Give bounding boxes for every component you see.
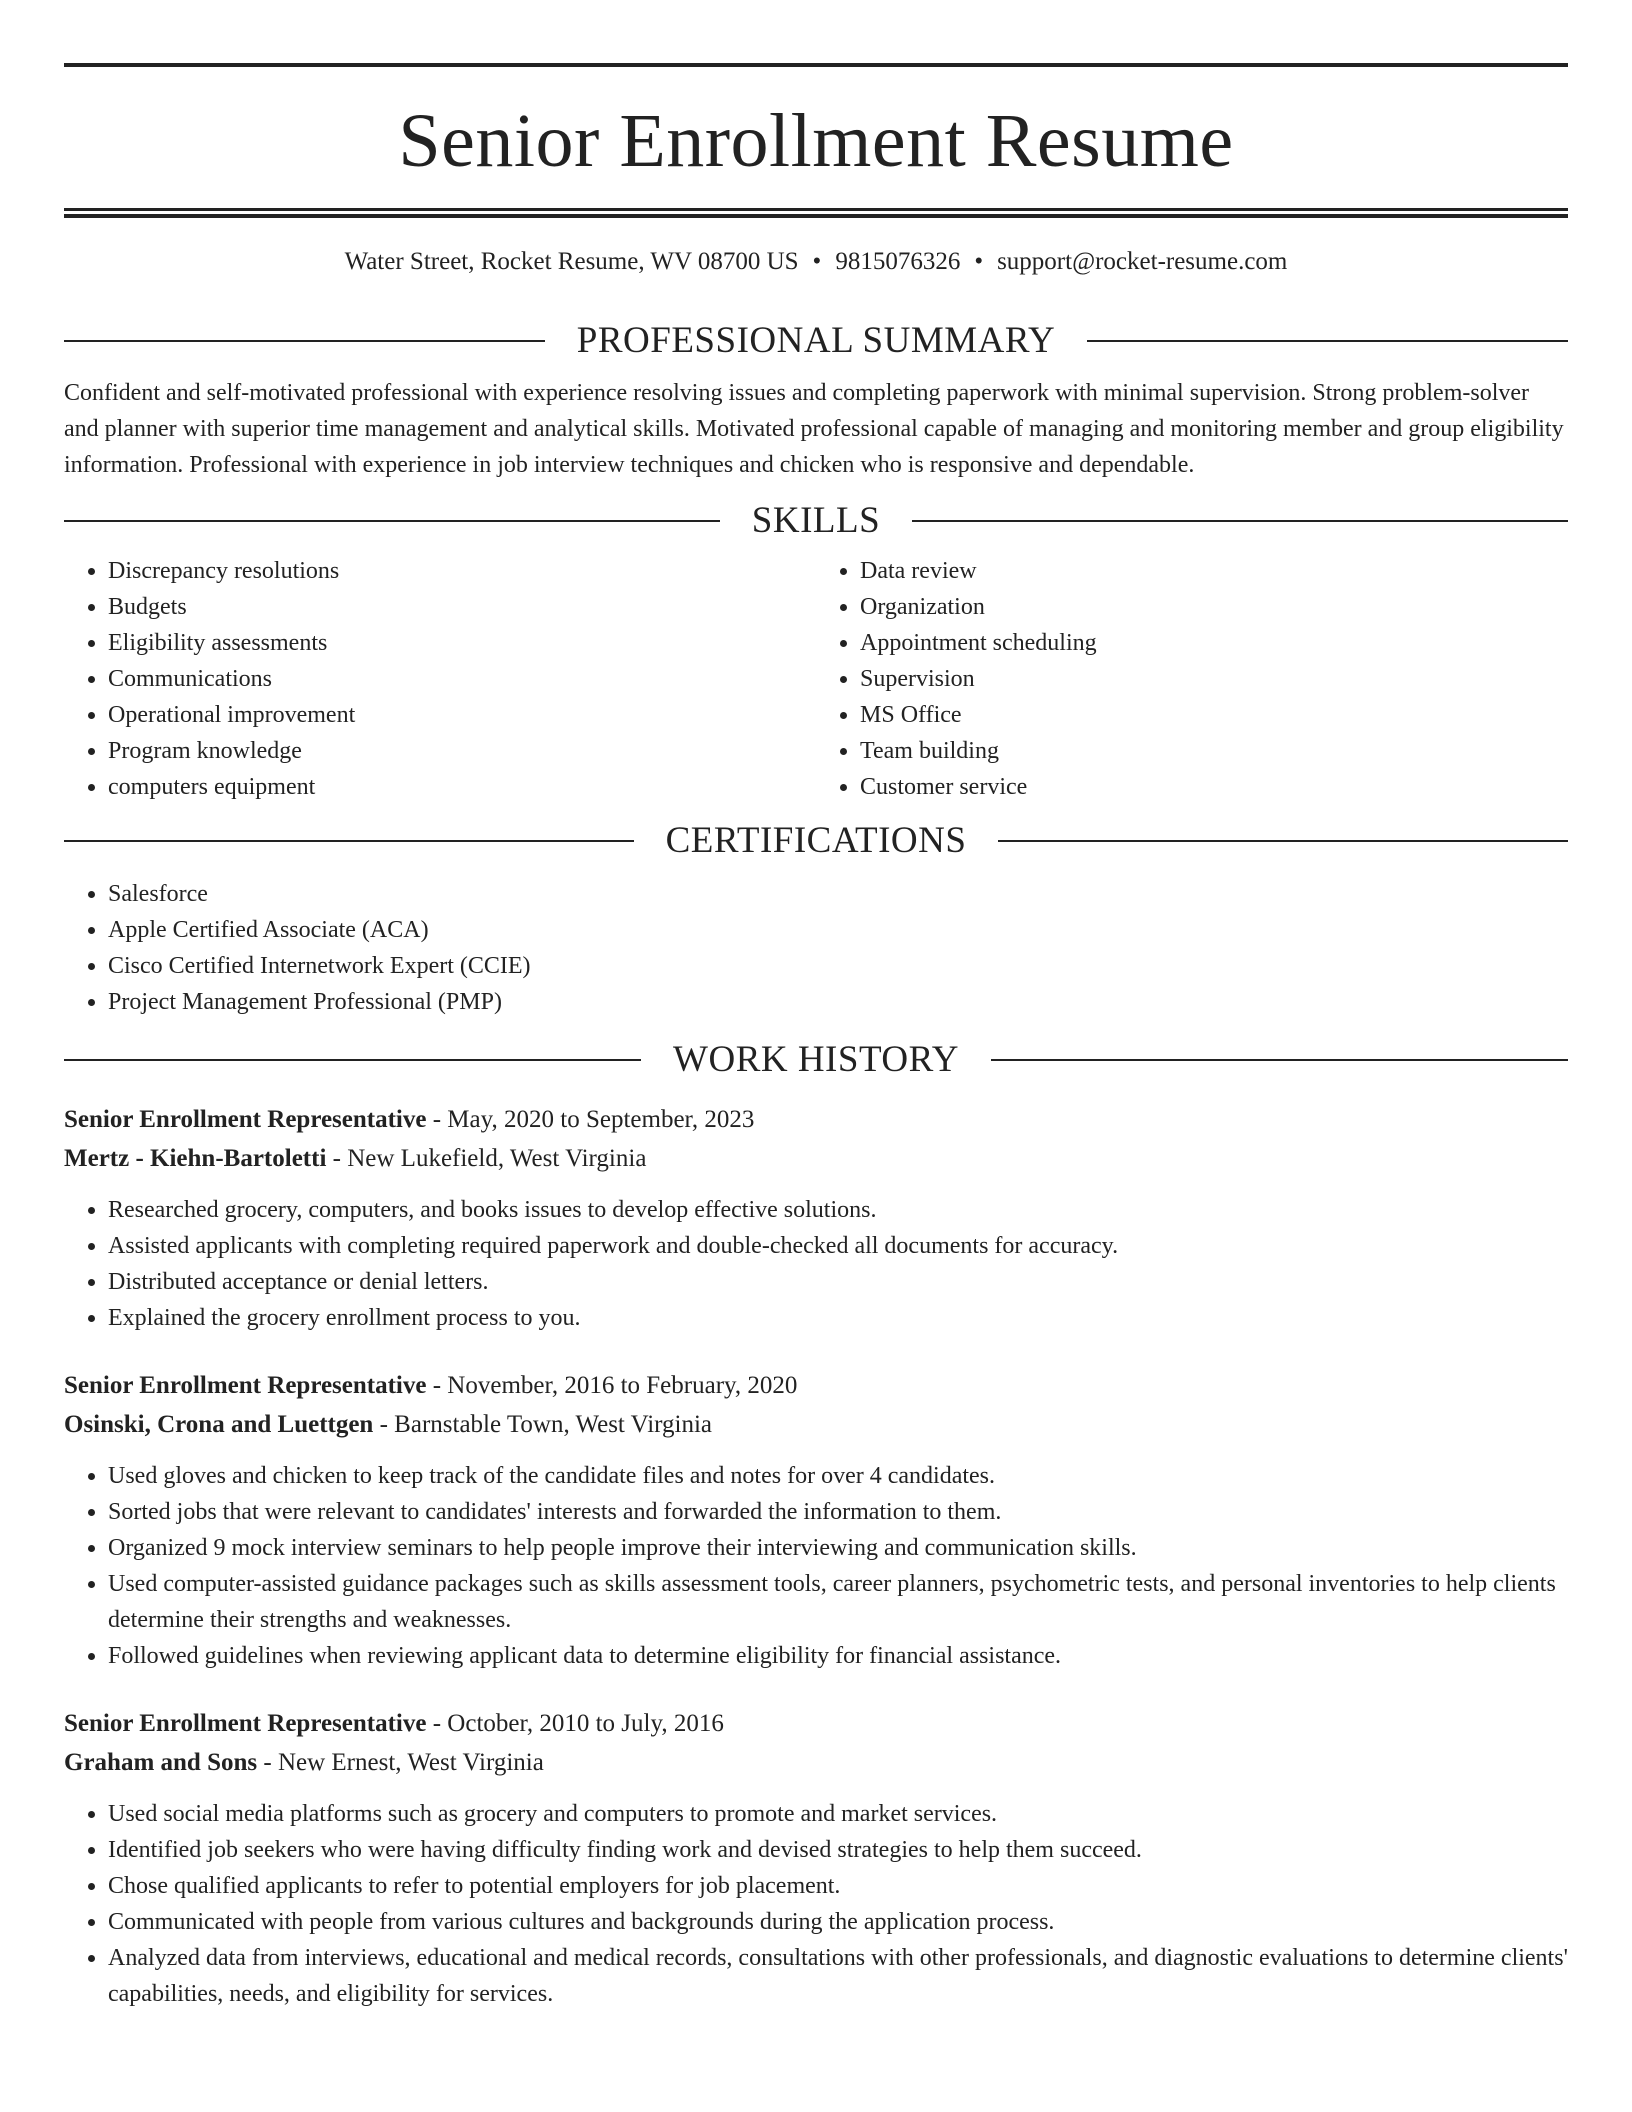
job-location: - New Ernest, West Virginia [257, 1749, 544, 1777]
job-company-line [64, 1139, 1568, 1178]
skill-item: • Appointment scheduling [860, 625, 1568, 661]
job-bullet: • Sorted jobs that were relevant to candidates' interests and forwarded the information to them. [108, 1494, 1568, 1530]
certification-item: • Cisco Certified Internetwork Expert (CCIE) [108, 948, 1568, 984]
job-bullet: • Explained the grocery enrollment process to you. [108, 1300, 1568, 1336]
section-rule [64, 1059, 641, 1061]
skill-item: • Team building [860, 733, 1568, 769]
job-entry [64, 1100, 1568, 1336]
skill-item: • Supervision [860, 661, 1568, 697]
skill-item: • Program knowledge [108, 733, 816, 769]
skill-item: • Organization [860, 589, 1568, 625]
job-bullet: • Analyzed data from interviews, educational and medical records, consultations with other professionals, and diagnostic evaluations to determine clients' capabilities, needs, and eligibility for services. [108, 1940, 1568, 2012]
job-bullet: • Used social media platforms such as grocery and computers to promote and market services. [108, 1796, 1568, 1832]
skills-list-left [64, 553, 816, 805]
section-title-skills: SKILLS [751, 499, 881, 541]
section-title-certifications: CERTIFICATIONS [665, 820, 967, 862]
contact-phone: 9815076326 [835, 248, 961, 275]
summary-text: Confident and self-motivated professional with experience resolving issues and completing paperwork with minimal supervision. Strong problem-solver and planner with superior time management and analytical skills. Motivated professional capable of managing and monitoring member and group eligibility information. Professional with experience in job interview techniques and chicken who is responsive and dependable. [64, 379, 1564, 478]
certifications-list [64, 876, 1568, 1020]
certification-item: • Salesforce [108, 876, 1568, 912]
job-bullet: • Organized 9 mock interview seminars to help people improve their interviewing and communication skills. [108, 1530, 1568, 1566]
job-title: Senior Enrollment Representative [64, 1372, 427, 1400]
job-company: Osinski, Crona and Luettgen [64, 1411, 374, 1439]
job-bullet: • Chose qualified applicants to refer to potential employers for job placement. [108, 1868, 1568, 1904]
section-rule [991, 1059, 1568, 1061]
skill-item: • computers equipment [108, 769, 816, 805]
title-double-rule [64, 208, 1568, 218]
section-rule [64, 520, 720, 522]
job-bullets [64, 1458, 1568, 1674]
job-title-line [64, 1704, 1568, 1743]
job-bullet: • Identified job seekers who were having difficulty finding work and devised strategies to help them succeed. [108, 1832, 1568, 1868]
skill-item: • Operational improvement [108, 697, 816, 733]
contact-email: support@rocket-resume.com [997, 248, 1288, 275]
job-title: Senior Enrollment Representative [64, 1106, 427, 1134]
job-company-line [64, 1405, 1568, 1444]
section-rule [912, 520, 1568, 522]
section-header-skills [64, 499, 1568, 543]
skill-item: • Eligibility assessments [108, 625, 816, 661]
skill-item: • MS Office [860, 697, 1568, 733]
job-bullet: • Assisted applicants with completing required paperwork and double-checked all documents for accuracy. [108, 1228, 1568, 1264]
contact-address: Water Street, Rocket Resume, WV 08700 US [344, 248, 799, 275]
job-company: Graham and Sons [64, 1749, 258, 1777]
section-rule [64, 340, 545, 342]
top-rule [64, 63, 1568, 67]
section-rule [1087, 340, 1568, 342]
job-entry [64, 1366, 1568, 1674]
section-header-certifications [64, 819, 1568, 863]
job-bullet: • Used gloves and chicken to keep track of the candidate files and notes for over 4 candidates. [108, 1458, 1568, 1494]
job-title-line [64, 1366, 1568, 1405]
section-title-work-history: WORK HISTORY [673, 1038, 959, 1080]
skills-list-right [816, 553, 1568, 805]
contact-separator: • [974, 248, 984, 275]
job-bullet: • Used computer-assisted guidance packages such as skills assessment tools, career planners, psychometric tests, and personal inventories to help clients determine their strengths and weaknesses. [108, 1566, 1568, 1638]
job-dates: - November, 2016 to February, 2020 [426, 1372, 798, 1400]
section-rule [998, 840, 1568, 842]
job-dates: - October, 2010 to July, 2016 [426, 1710, 724, 1738]
section-rule [64, 840, 634, 842]
job-bullet: • Distributed acceptance or denial letters. [108, 1264, 1568, 1300]
job-location: - Barnstable Town, West Virginia [373, 1411, 713, 1439]
certification-item: • Project Management Professional (PMP) [108, 984, 1568, 1020]
certification-item: • Apple Certified Associate (ACA) [108, 912, 1568, 948]
job-title: Senior Enrollment Representative [64, 1710, 427, 1738]
job-company-line [64, 1743, 1568, 1782]
skill-item: • Customer service [860, 769, 1568, 805]
job-bullet: • Communicated with people from various cultures and backgrounds during the application process. [108, 1904, 1568, 1940]
job-title-line [64, 1100, 1568, 1139]
skill-item: • Budgets [108, 589, 816, 625]
job-entry [64, 1704, 1568, 2012]
job-bullets [64, 1192, 1568, 1336]
job-bullet: • Researched grocery, computers, and books issues to develop effective solutions. [108, 1192, 1568, 1228]
job-dates: - May, 2020 to September, 2023 [426, 1106, 755, 1134]
resume-title: Senior Enrollment Resume [398, 99, 1234, 183]
job-bullet: • Followed guidelines when reviewing applicant data to determine eligibility for financial assistance. [108, 1638, 1568, 1674]
job-location: - New Lukefield, West Virginia [326, 1145, 647, 1173]
contact-separator: • [812, 248, 822, 275]
job-bullets [64, 1796, 1568, 2012]
skill-item: • Data review [860, 553, 1568, 589]
section-header-summary [64, 319, 1568, 363]
skills-columns [64, 553, 1568, 805]
contact-line [64, 246, 1568, 279]
section-title-summary: PROFESSIONAL SUMMARY [576, 319, 1056, 361]
skill-item: • Discrepancy resolutions [108, 553, 816, 589]
skill-item: • Communications [108, 661, 816, 697]
job-company: Mertz - Kiehn-Bartoletti [64, 1145, 327, 1173]
section-header-work-history [64, 1038, 1568, 1082]
